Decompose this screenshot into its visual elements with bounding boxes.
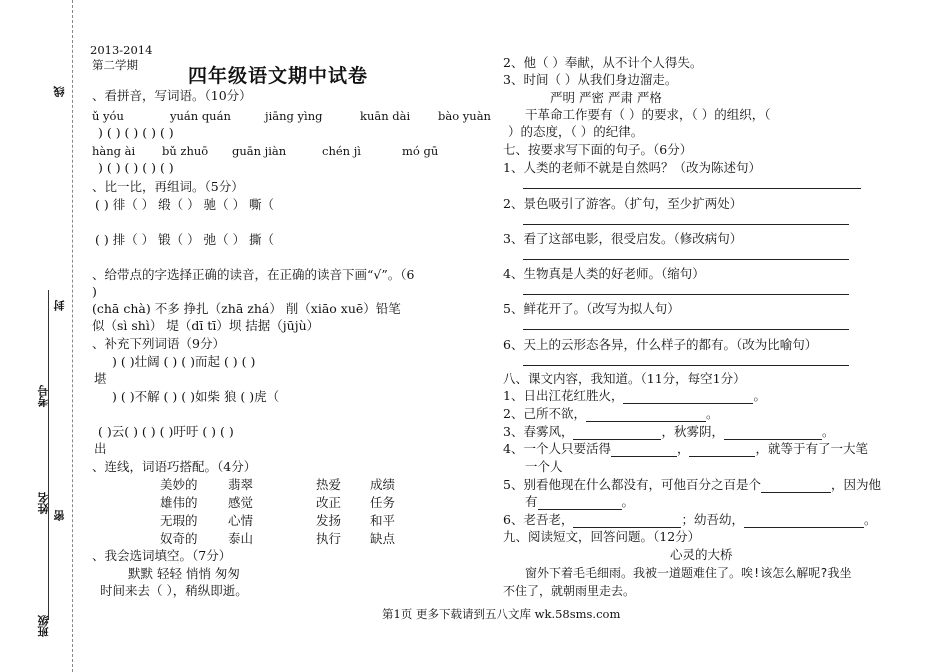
recall-q5-cont <box>525 494 634 510</box>
recall-q4-cont: 一个人 <box>525 459 563 474</box>
blank[interactable] <box>538 496 622 510</box>
section-1-title: 、看拼音，写词语。（10分） <box>92 88 252 103</box>
margin-xingming: 姓名 <box>37 492 50 514</box>
blank[interactable] <box>586 408 706 422</box>
section-6-title: 、我会选词填空。（7分） <box>92 548 232 563</box>
idiom-row-3[interactable]: ( )云( ) ( ) ( )吁吁 ( ) ( ) <box>98 424 234 439</box>
match-word[interactable]: 热爱 <box>316 477 342 492</box>
fill-question-3[interactable]: 3、时间（ ）从我们身边溜走。 <box>503 72 678 87</box>
pinyin: guān jiàn <box>232 144 287 158</box>
fill-question-2[interactable]: 2、他（ ）奉献，从不计个人得失。 <box>503 55 703 70</box>
punct: 。 <box>821 424 835 439</box>
pinyin: mó gū <box>402 144 439 158</box>
term: 第二学期 <box>92 58 138 72</box>
recall-text: 1、日出江花红胜火， <box>503 388 624 403</box>
answer-boxes-row-1[interactable]: ) ( ) ( ) ( ) ( ) <box>98 125 174 140</box>
match-word[interactable]: 成绩 <box>370 477 396 492</box>
answer-line[interactable] <box>523 188 861 189</box>
pinyin: bào yuàn <box>438 109 491 123</box>
answer-line[interactable] <box>523 365 849 366</box>
passage-title: 心灵的大桥 <box>670 547 733 562</box>
compare-row-2[interactable]: ( ) 排（ ） 锻（ ） 弛（ ） 撕（ <box>95 232 275 247</box>
pinyin: ǔ yóu <box>92 109 124 123</box>
blank[interactable] <box>573 514 681 528</box>
reading-row-1[interactable]: (chā chà) 不多 挣扎（zhā zhá） 削（xiāo xuē）铅笔 <box>92 301 401 316</box>
match-word[interactable]: 雄伟的 <box>160 495 198 510</box>
recall-q3 <box>503 424 834 440</box>
match-word[interactable]: 感觉 <box>228 495 254 510</box>
match-word[interactable]: 奴奇的 <box>160 531 198 546</box>
reading-row-2[interactable]: 似（sì shì） 堤（dī tī）坝 拮据（jūjù） <box>92 318 320 333</box>
recall-text: 6、老吾老， <box>503 512 574 527</box>
passage-line-2: 不住了，就朝雨里走去。 <box>503 584 636 598</box>
match-word[interactable]: 美妙的 <box>160 477 198 492</box>
blank[interactable] <box>689 443 755 457</box>
match-word[interactable]: 任务 <box>370 495 396 510</box>
match-word[interactable]: 和平 <box>370 513 396 528</box>
match-word[interactable]: 缺点 <box>370 531 396 546</box>
pinyin: hàng ài <box>92 144 136 158</box>
match-word[interactable]: 发扬 <box>316 513 342 528</box>
sentence-task: 5、鲜花开了。（改写为拟人句） <box>503 301 680 316</box>
passage-line-1: 窗外下着毛毛细雨。我被一道题难住了。唉!该怎么解呢?我坐 <box>525 566 852 580</box>
answer-boxes-row-2[interactable]: ) ( ) ( ) ( ) ( ) <box>98 160 174 175</box>
recall-text: ，因为他 <box>830 477 881 492</box>
recall-q4 <box>503 441 868 457</box>
word-bank: 默默 轻轻 悄悄 匆匆 <box>128 566 240 581</box>
sentence-task: 3、看了这部电影，很受启发。（修改病句） <box>503 231 743 246</box>
answer-line[interactable] <box>523 259 849 260</box>
pinyin-row-2 <box>92 143 438 159</box>
fill-question-4a[interactable]: 干革命工作要有（ ）的要求，（ ）的组织，（ <box>525 107 771 122</box>
match-word[interactable]: 无瑕的 <box>160 513 198 528</box>
blank[interactable] <box>761 479 831 493</box>
idiom-row-2[interactable]: ) ( )不解 ( ) ( )如柴 狼 ( )虎（ <box>112 389 280 404</box>
word-bank-2: 严明 严密 严肃 严格 <box>550 90 662 105</box>
margin-xian: 线 <box>53 86 66 97</box>
section-7-title: 七、按要求写下面的句子。（6分） <box>503 142 693 157</box>
recall-text: ，秋雾阴， <box>661 424 724 439</box>
punct: 。 <box>621 494 635 509</box>
blank[interactable] <box>724 426 822 440</box>
recall-text: 4、一个人只要活得 <box>503 441 611 456</box>
recall-text: 2、己所不欲， <box>503 406 586 421</box>
blank[interactable] <box>623 390 753 404</box>
recall-text: 3、春雾风， <box>503 424 574 439</box>
match-table <box>160 477 395 549</box>
punct: 。 <box>753 388 766 403</box>
punct: 。 <box>705 406 719 421</box>
answer-line[interactable] <box>523 224 849 225</box>
binding-dashed-line <box>72 0 73 672</box>
recall-q5 <box>503 477 881 493</box>
recall-text: 有 <box>525 494 538 509</box>
page-title: 四年级语文期中试卷 <box>188 65 369 87</box>
match-word[interactable]: 泰山 <box>228 531 254 546</box>
pinyin: jiāng yìng <box>265 109 323 123</box>
section-4-title: 、补充下列词语（9分） <box>92 336 225 351</box>
fill-question-4b[interactable]: ）的态度，（ ）的纪律。 <box>508 124 644 139</box>
pinyin: bǔ zhuō <box>162 144 209 158</box>
pinyin: yuán quán <box>170 109 231 123</box>
recall-q6 <box>503 512 876 528</box>
answer-line[interactable] <box>523 294 849 295</box>
answer-line[interactable] <box>523 329 849 330</box>
margin-kaohao: 考号 <box>37 385 50 407</box>
match-word[interactable]: 执行 <box>316 531 342 546</box>
idiom-row-3b: 出 <box>94 441 107 456</box>
match-word[interactable]: 改正 <box>316 495 342 510</box>
section-3-title: 、给带点的字选择正确的读音，在正确的读音下画“√”。（6 <box>92 267 415 282</box>
recall-text: 5、别看他现在什么都没有，可他百分之百是个 <box>503 477 761 492</box>
blank[interactable] <box>611 443 677 457</box>
sentence-task: 6、天上的云形态各异，什么样子的都有。（改为比喻句） <box>503 337 818 352</box>
sentence-task: 1、人类的老师不就是自然吗？（改为陈述句） <box>503 160 761 175</box>
section-3-title-cont: ) <box>92 284 97 299</box>
recall-text: ，就等于有了一大笔 <box>755 441 868 456</box>
sentence-task: 4、生物真是人类的好老师。（缩句） <box>503 266 705 281</box>
section-5-title: 、连线，词语巧搭配。（4分） <box>92 459 257 474</box>
blank[interactable] <box>573 426 661 440</box>
idiom-row-1b: 堪 <box>94 371 107 386</box>
margin-mi: 密 <box>53 510 66 521</box>
recall-q1 <box>503 388 766 404</box>
margin-banji: 班级 <box>37 615 50 637</box>
pinyin: chén jì <box>322 144 361 158</box>
compare-row-1[interactable]: ( ) 徘（ ） 缎（ ） 驰（ ） 嘶（ <box>95 197 275 212</box>
section-2-title: 、比一比，再组词。（5分） <box>92 179 244 194</box>
punct: ， <box>676 441 690 456</box>
margin-rule-top <box>48 290 49 620</box>
punct: 。 <box>863 512 877 527</box>
recall-text: ；幼吾幼， <box>681 512 744 527</box>
match-word[interactable]: 翡翠 <box>228 477 254 492</box>
sentence-task: 2、景色吸引了游客。（扩句，至少扩两处） <box>503 196 743 211</box>
page-footer: 第1页 更多下载请到五八文库 wk.58sms.com <box>382 607 621 621</box>
recall-q2 <box>503 406 718 422</box>
match-word[interactable]: 心情 <box>228 513 254 528</box>
school-year: 2013-2014 <box>90 43 153 57</box>
margin-feng: 封 <box>53 300 66 311</box>
pinyin-row-1 <box>92 108 491 124</box>
section-9-title: 九、阅读短文，回答问题。（12分） <box>503 529 701 544</box>
idiom-row-1[interactable]: ) ( )壮阔 ( ) ( )而起 ( ) ( ) <box>112 354 256 369</box>
fill-question-1[interactable]: 时间来去（ ），稍纵即逝。 <box>100 583 248 598</box>
blank[interactable] <box>744 514 864 528</box>
pinyin: kuān dài <box>360 109 411 123</box>
section-8-title: 八、课文内容，我知道。（11分，每空1分） <box>503 371 746 386</box>
